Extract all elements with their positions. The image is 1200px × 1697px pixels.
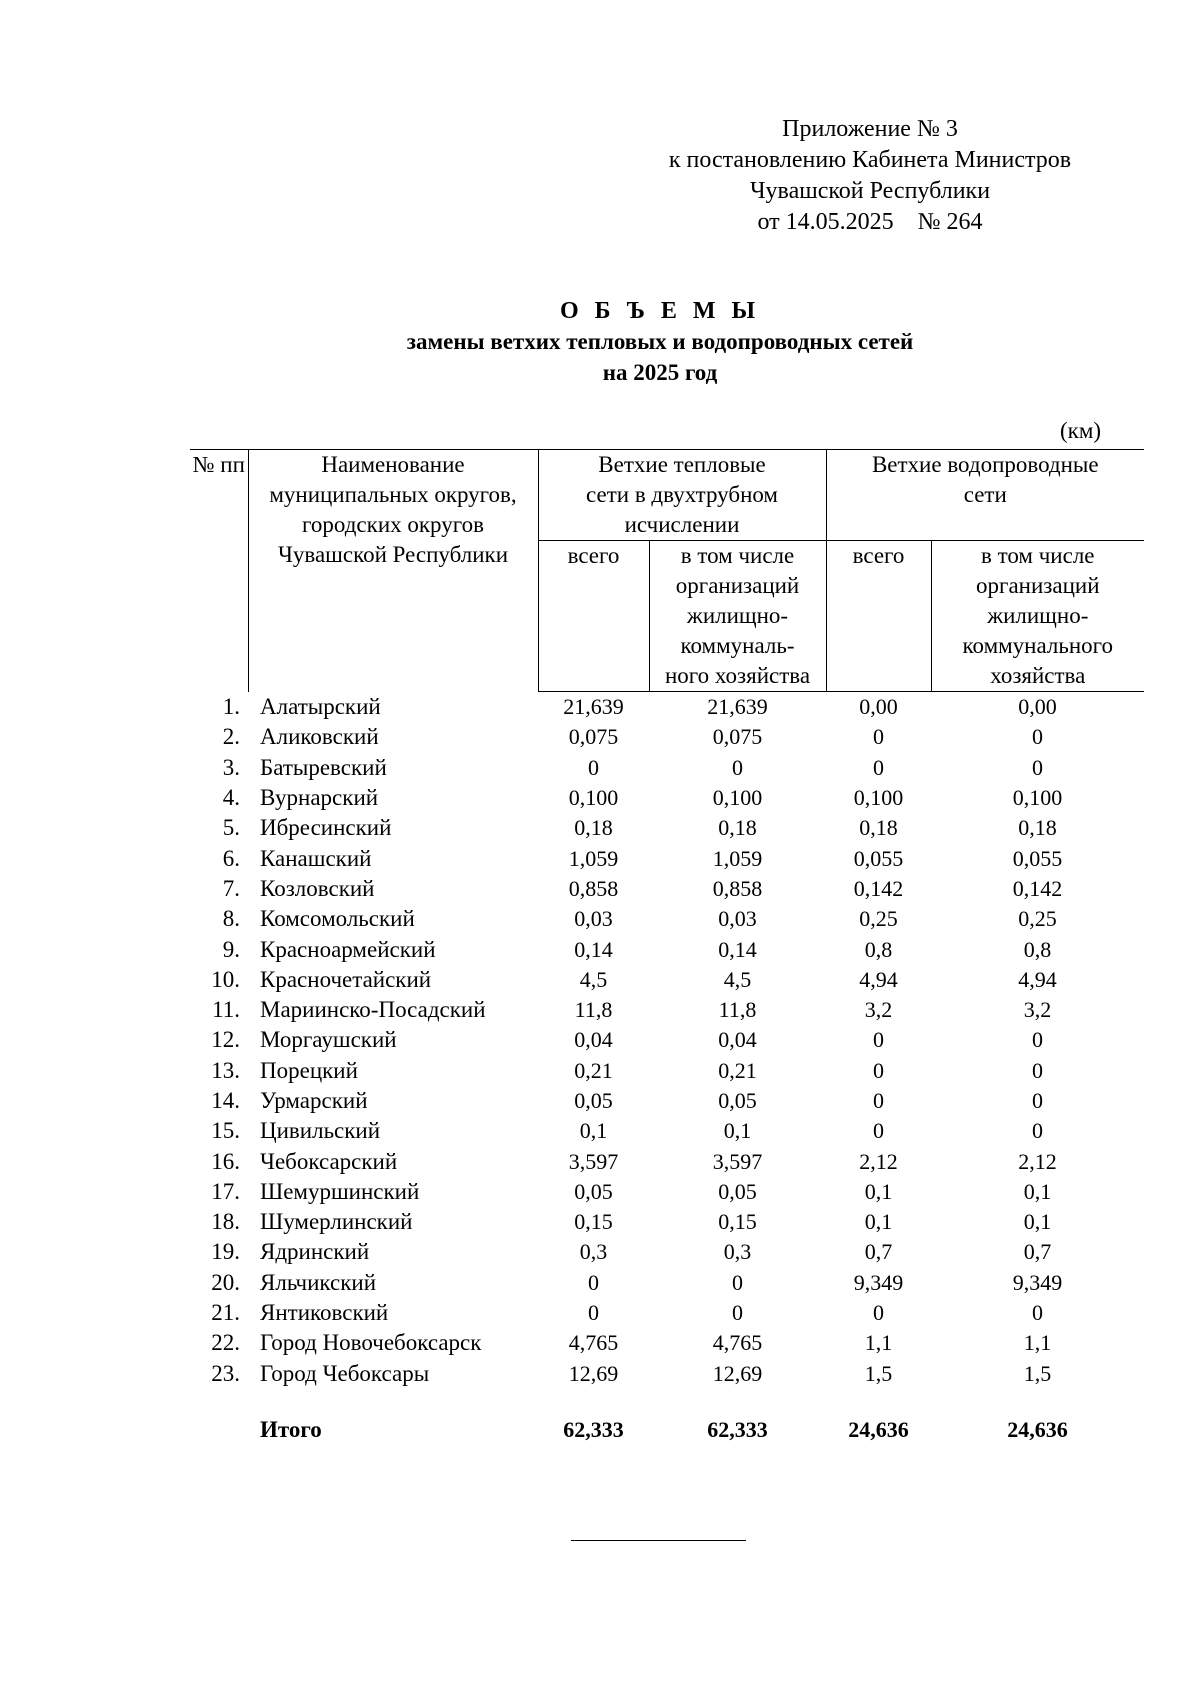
table-row [190,1025,1144,1055]
table-row [190,1328,1144,1358]
cell-water-total: 0,18 [859,815,898,841]
units-label: (км) [1060,418,1102,443]
cell-water-total: 0,8 [864,936,893,962]
header-water-total: всего [826,541,931,692]
cell-no: 20. [211,1269,240,1295]
cell-water-housing: 0,055 [1012,845,1063,871]
cell-heat-housing: 21,639 [707,694,768,720]
cell-water-total: 0 [873,724,885,750]
cell-name: Город Новочебоксарск [260,1330,482,1356]
cell-heat-housing: 0,3 [723,1239,752,1265]
cell-name: Город Чебоксары [260,1360,430,1386]
header-heat-total: всего [538,541,649,692]
cell-heat-housing: 1,059 [712,845,763,871]
cell-heat-housing: 0 [732,1269,743,1295]
cell-water-housing: 0 [1032,1088,1044,1113]
cell-water-housing: 0,8 [1023,936,1052,962]
table-row [190,904,1144,934]
cell-water-total: 1,5 [864,1360,893,1386]
cell-no: 2. [222,724,240,750]
cell-water-housing: 0,100 [1012,785,1063,811]
cell-heat-total: 4,5 [579,966,608,992]
cell-heat-total: 0,05 [574,1178,613,1204]
cell-water-total: 0,25 [859,906,898,932]
cell-name: Батыревский [260,754,387,780]
cell-name: Урмарский [260,1088,368,1113]
volumes-table-container [190,449,1144,1445]
cell-no: 22. [211,1330,240,1356]
cell-heat-housing: 0,21 [718,1057,757,1083]
cell-water-total: 0 [873,754,885,780]
cell-heat-total: 4,765 [568,1330,619,1356]
cell-water-housing: 0 [1032,1027,1044,1053]
cell-no: 14. [211,1088,240,1113]
cell-no: 4. [222,785,240,811]
cell-heat-housing: 0,18 [718,815,757,841]
cell-no: 7. [222,875,240,901]
cell-no: 16. [211,1148,240,1174]
cell-water-total: 0 [873,1300,885,1326]
cell-water-total: 1,1 [864,1330,893,1356]
cell-heat-housing: 0,05 [718,1178,757,1204]
cell-heat-total: 0,15 [574,1209,613,1235]
cell-name: Шумерлинский [260,1209,413,1235]
table-row [190,1056,1144,1086]
cell-water-housing: 0,1 [1023,1178,1052,1204]
title-subtitle-1: замены ветхих тепловых и водопроводных сетей [406,329,914,354]
cell-water-housing: 0,18 [1018,815,1057,841]
cell-heat-housing: 12,69 [712,1360,763,1386]
header-heat-networks: Ветхие тепловые сети в двухтрубном исчислении [538,450,826,541]
table-row [190,722,1144,752]
cell-water-total: 0 [873,1057,885,1083]
header-water-housing: в том числе организаций жилищно-коммунального хозяйства [931,541,1144,692]
cell-name: Ибресинский [260,815,392,841]
cell-heat-total: 11,8 [574,997,613,1023]
table-row [190,843,1144,873]
cell-water-total: 0,100 [853,785,904,811]
cell-heat-housing: 0 [732,1300,743,1326]
table-row [190,874,1144,904]
cell-name: Красноармейский [260,936,436,962]
cell-heat-housing: 0,15 [718,1209,757,1235]
table-row [190,1086,1144,1116]
cell-heat-total: 0,18 [574,815,613,841]
cell-heat-housing: 0,05 [718,1088,757,1113]
total-row [190,1415,1144,1445]
cell-name: Комсомольский [260,906,415,932]
table-row [190,1146,1144,1176]
table-row [190,1268,1144,1298]
table-row [190,1177,1144,1207]
cell-water-housing: 0,1 [1023,1209,1052,1235]
document-title [300,296,1020,388]
cell-water-total: 0,142 [853,875,904,901]
cell-name: Ядринский [260,1239,370,1265]
cell-water-housing: 0 [1032,1057,1044,1083]
cell-heat-total: 0,100 [568,785,619,811]
cell-heat-total: 0 [588,1269,599,1295]
cell-heat-housing: 11,8 [718,997,757,1023]
cell-no: 21. [211,1300,240,1326]
cell-name: Аликовский [260,724,379,750]
cell-heat-total: 3,597 [568,1148,619,1174]
cell-water-total: 9,349 [853,1269,904,1295]
appendix-line-2: к постановлению Кабинета Министров [668,147,1072,173]
cell-heat-total: 0,03 [574,906,613,932]
header-water-networks: Ветхие водопроводные сети [826,450,1144,541]
cell-name: Янтиковский [260,1300,389,1326]
spacer-row [190,1389,1144,1415]
cell-no: 9. [222,936,240,962]
cell-water-total: 4,94 [859,966,898,992]
cell-no: 13. [211,1057,240,1083]
cell-water-total: 0 [873,1088,885,1113]
cell-water-housing: 0 [1032,1118,1044,1144]
total-water-total: 24,636 [848,1416,909,1442]
cell-no: 8. [222,906,240,932]
table-row [190,1237,1144,1267]
cell-heat-total: 0,21 [574,1057,613,1083]
cell-water-housing: 0,142 [1012,875,1063,901]
cell-no: 19. [211,1239,240,1265]
cell-no: 23. [211,1360,240,1386]
header-name: Наименование муниципальных округов, городских округов Чувашской Республики [248,450,538,692]
total-heat-total: 62,333 [563,1416,624,1442]
appendix-header [640,114,1100,238]
volumes-table [190,449,1144,1445]
cell-name: Моргаушский [260,1027,397,1053]
table-row [190,783,1144,813]
cell-no: 3. [222,754,240,780]
cell-heat-housing: 0,100 [712,785,763,811]
cell-heat-total: 0,3 [579,1239,608,1265]
cell-name: Красночетайский [260,966,432,992]
total-water-housing: 24,636 [1007,1416,1068,1442]
cell-water-housing: 3,2 [1023,997,1052,1023]
cell-name: Чебоксарский [260,1148,398,1174]
cell-water-total: 0,7 [864,1239,893,1265]
cell-name: Козловский [260,875,375,901]
cell-water-housing: 2,12 [1018,1148,1057,1174]
cell-heat-housing: 0 [732,754,743,780]
cell-water-housing: 0 [1032,724,1044,750]
table-row [190,1298,1144,1328]
title-main: О Б Ъ Е М Ы [559,298,761,324]
cell-water-total: 0,055 [853,845,904,871]
cell-heat-total: 0,1 [579,1118,608,1144]
cell-heat-housing: 0,1 [723,1118,752,1144]
closing-rule [571,1540,746,1541]
cell-water-housing: 4,94 [1018,966,1057,992]
cell-no: 5. [222,815,240,841]
cell-water-total: 0,1 [864,1178,893,1204]
cell-water-housing: 0 [1032,754,1044,780]
cell-name: Шемуршинский [260,1178,420,1204]
table-row [190,1359,1144,1389]
cell-heat-total: 1,059 [568,845,619,871]
total-label: Итого [260,1416,322,1442]
total-heat-housing: 62,333 [707,1416,768,1442]
cell-water-housing: 0,7 [1023,1239,1052,1265]
cell-no: 1. [222,693,240,719]
cell-heat-total: 0,14 [574,936,613,962]
cell-no: 10. [211,966,240,992]
cell-name: Канашский [260,845,372,871]
cell-heat-housing: 0,14 [718,936,757,962]
cell-name: Вурнарский [260,785,379,811]
cell-name: Цивильский [260,1118,381,1144]
cell-no: 6. [222,845,240,871]
cell-water-housing: 0,25 [1018,906,1057,932]
table-row [190,1207,1144,1237]
cell-heat-housing: 4,765 [712,1330,763,1356]
table-row [190,934,1144,964]
cell-name: Мариинско-Посадский [260,997,486,1023]
header-heat-housing: в том числе организаций жилищно-коммуналь-ного хозяйства [649,541,826,692]
cell-water-housing: 1,1 [1023,1330,1052,1356]
cell-heat-total: 0,858 [568,875,619,901]
cell-heat-housing: 0,04 [718,1027,757,1053]
cell-heat-housing: 0,03 [718,906,757,932]
table-row [190,813,1144,843]
cell-name: Яльчикский [260,1269,377,1295]
title-subtitle-2: на 2025 год [602,360,718,385]
table-row [190,1116,1144,1146]
cell-no: 15. [211,1118,240,1144]
cell-water-housing: 0 [1032,1300,1044,1326]
table-row [190,692,1144,723]
cell-heat-housing: 0,075 [712,724,763,750]
cell-water-total: 0 [873,1118,885,1144]
cell-water-housing: 0,00 [1018,694,1057,720]
cell-heat-total: 0,04 [574,1027,613,1053]
cell-heat-total: 0 [588,1300,599,1326]
cell-no: 11. [212,997,240,1023]
cell-name: Порецкий [260,1057,358,1083]
cell-water-total: 0,1 [864,1209,893,1235]
cell-heat-housing: 4,5 [723,966,752,992]
cell-water-total: 2,12 [859,1148,898,1174]
cell-water-total: 3,2 [864,997,893,1023]
appendix-line-3: Чувашской Республики [749,178,991,204]
cell-heat-total: 0,05 [574,1088,613,1113]
cell-heat-total: 0,075 [568,724,619,750]
cell-water-housing: 1,5 [1023,1360,1052,1386]
cell-heat-total: 21,639 [563,694,624,720]
table-row [190,965,1144,995]
cell-heat-housing: 0,858 [712,875,763,901]
header-number: № пп [190,450,248,692]
table-row [190,753,1144,783]
cell-heat-total: 0 [588,754,599,780]
cell-water-total: 0,00 [859,694,898,720]
cell-no: 18. [211,1209,240,1235]
table-body [190,692,1144,1446]
cell-water-total: 0 [873,1027,885,1053]
cell-heat-total: 12,69 [568,1360,619,1386]
appendix-line-4: от 14.05.2025 № 264 [757,209,983,235]
cell-name: Алатырский [260,693,381,719]
cell-no: 12. [211,1027,240,1053]
cell-no: 17. [211,1178,240,1204]
appendix-line-1: Приложение № 3 [782,116,958,142]
cell-heat-housing: 3,597 [712,1148,763,1174]
cell-water-housing: 9,349 [1012,1269,1063,1295]
table-row [190,995,1144,1025]
